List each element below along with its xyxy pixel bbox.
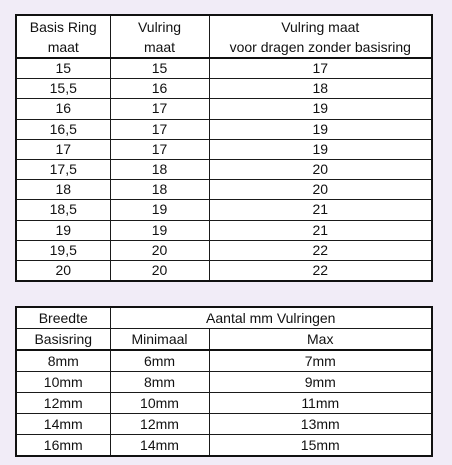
table-cell: 12mm [16,393,110,414]
table-cell: 17 [110,139,209,159]
table-cell: 18 [209,79,432,99]
table-row [16,58,432,79]
table-row [16,99,432,119]
ring-size-table [15,14,433,282]
table-row [16,414,432,435]
table-cell: 15 [110,58,209,79]
table-row [16,180,432,200]
table-cell: 20 [209,159,432,179]
table-cell: 20 [110,240,209,260]
table-cell: 17 [110,119,209,139]
table-cell: 19 [209,139,432,159]
table-cell: 19 [110,200,209,220]
table-cell: 7mm [209,350,432,372]
header-vulring-maat: Vulring maat [110,15,209,58]
table-row [16,220,432,240]
header-vulring-zonder-basisring: Vulring maat voor dragen zonder basisring [209,15,432,58]
table-cell: 6mm [110,350,209,372]
table-cell: 20 [209,180,432,200]
table-cell: 22 [209,260,432,281]
table-row [16,350,432,372]
table-row [16,139,432,159]
table-cell: 15mm [209,435,432,457]
table-cell: 16mm [16,435,110,457]
table-row [16,159,432,179]
table-cell: 13mm [209,414,432,435]
table-row [16,393,432,414]
header-aantal-mm-vulringen: Aantal mm Vulringen [110,307,432,329]
table-row [16,119,432,139]
table-cell: 18,5 [16,200,110,220]
table-cell: 19 [209,99,432,119]
table-cell: 16 [110,79,209,99]
table-cell: 11mm [209,393,432,414]
table-header-row [16,307,432,329]
table-cell: 19 [110,220,209,240]
table-cell: 17 [110,99,209,119]
table-cell: 10mm [110,393,209,414]
header-breedte: Breedte [16,307,110,329]
table-cell: 16 [16,99,110,119]
table-cell: 17,5 [16,159,110,179]
table-cell: 21 [209,220,432,240]
table-cell: 9mm [209,372,432,393]
table-cell: 18 [16,180,110,200]
table-subheader-row [16,329,432,351]
table-cell: 14mm [16,414,110,435]
table-cell: 8mm [16,350,110,372]
table-cell: 22 [209,240,432,260]
table-cell: 21 [209,200,432,220]
table-cell: 19 [209,119,432,139]
header-minimaal: Minimaal [110,329,209,351]
width-table [15,306,433,457]
header-max: Max [209,329,432,351]
table-cell: 17 [16,139,110,159]
table-row [16,260,432,281]
table-cell: 12mm [110,414,209,435]
table-cell: 15,5 [16,79,110,99]
table-cell: 14mm [110,435,209,457]
table-row [16,372,432,393]
table-cell: 20 [110,260,209,281]
table-cell: 16,5 [16,119,110,139]
table-cell: 15 [16,58,110,79]
table-cell: 10mm [16,372,110,393]
header-basis-ring-maat: Basis Ring maat [16,15,110,58]
table-header-row [16,15,432,58]
table-cell: 8mm [110,372,209,393]
table-cell: 18 [110,180,209,200]
table-cell: 17 [209,58,432,79]
table-row [16,79,432,99]
header-basisring: Basisring [16,329,110,351]
table-row [16,240,432,260]
table-cell: 18 [110,159,209,179]
table-row [16,435,432,457]
table-cell: 19,5 [16,240,110,260]
table-row [16,200,432,220]
table-cell: 20 [16,260,110,281]
table-cell: 19 [16,220,110,240]
